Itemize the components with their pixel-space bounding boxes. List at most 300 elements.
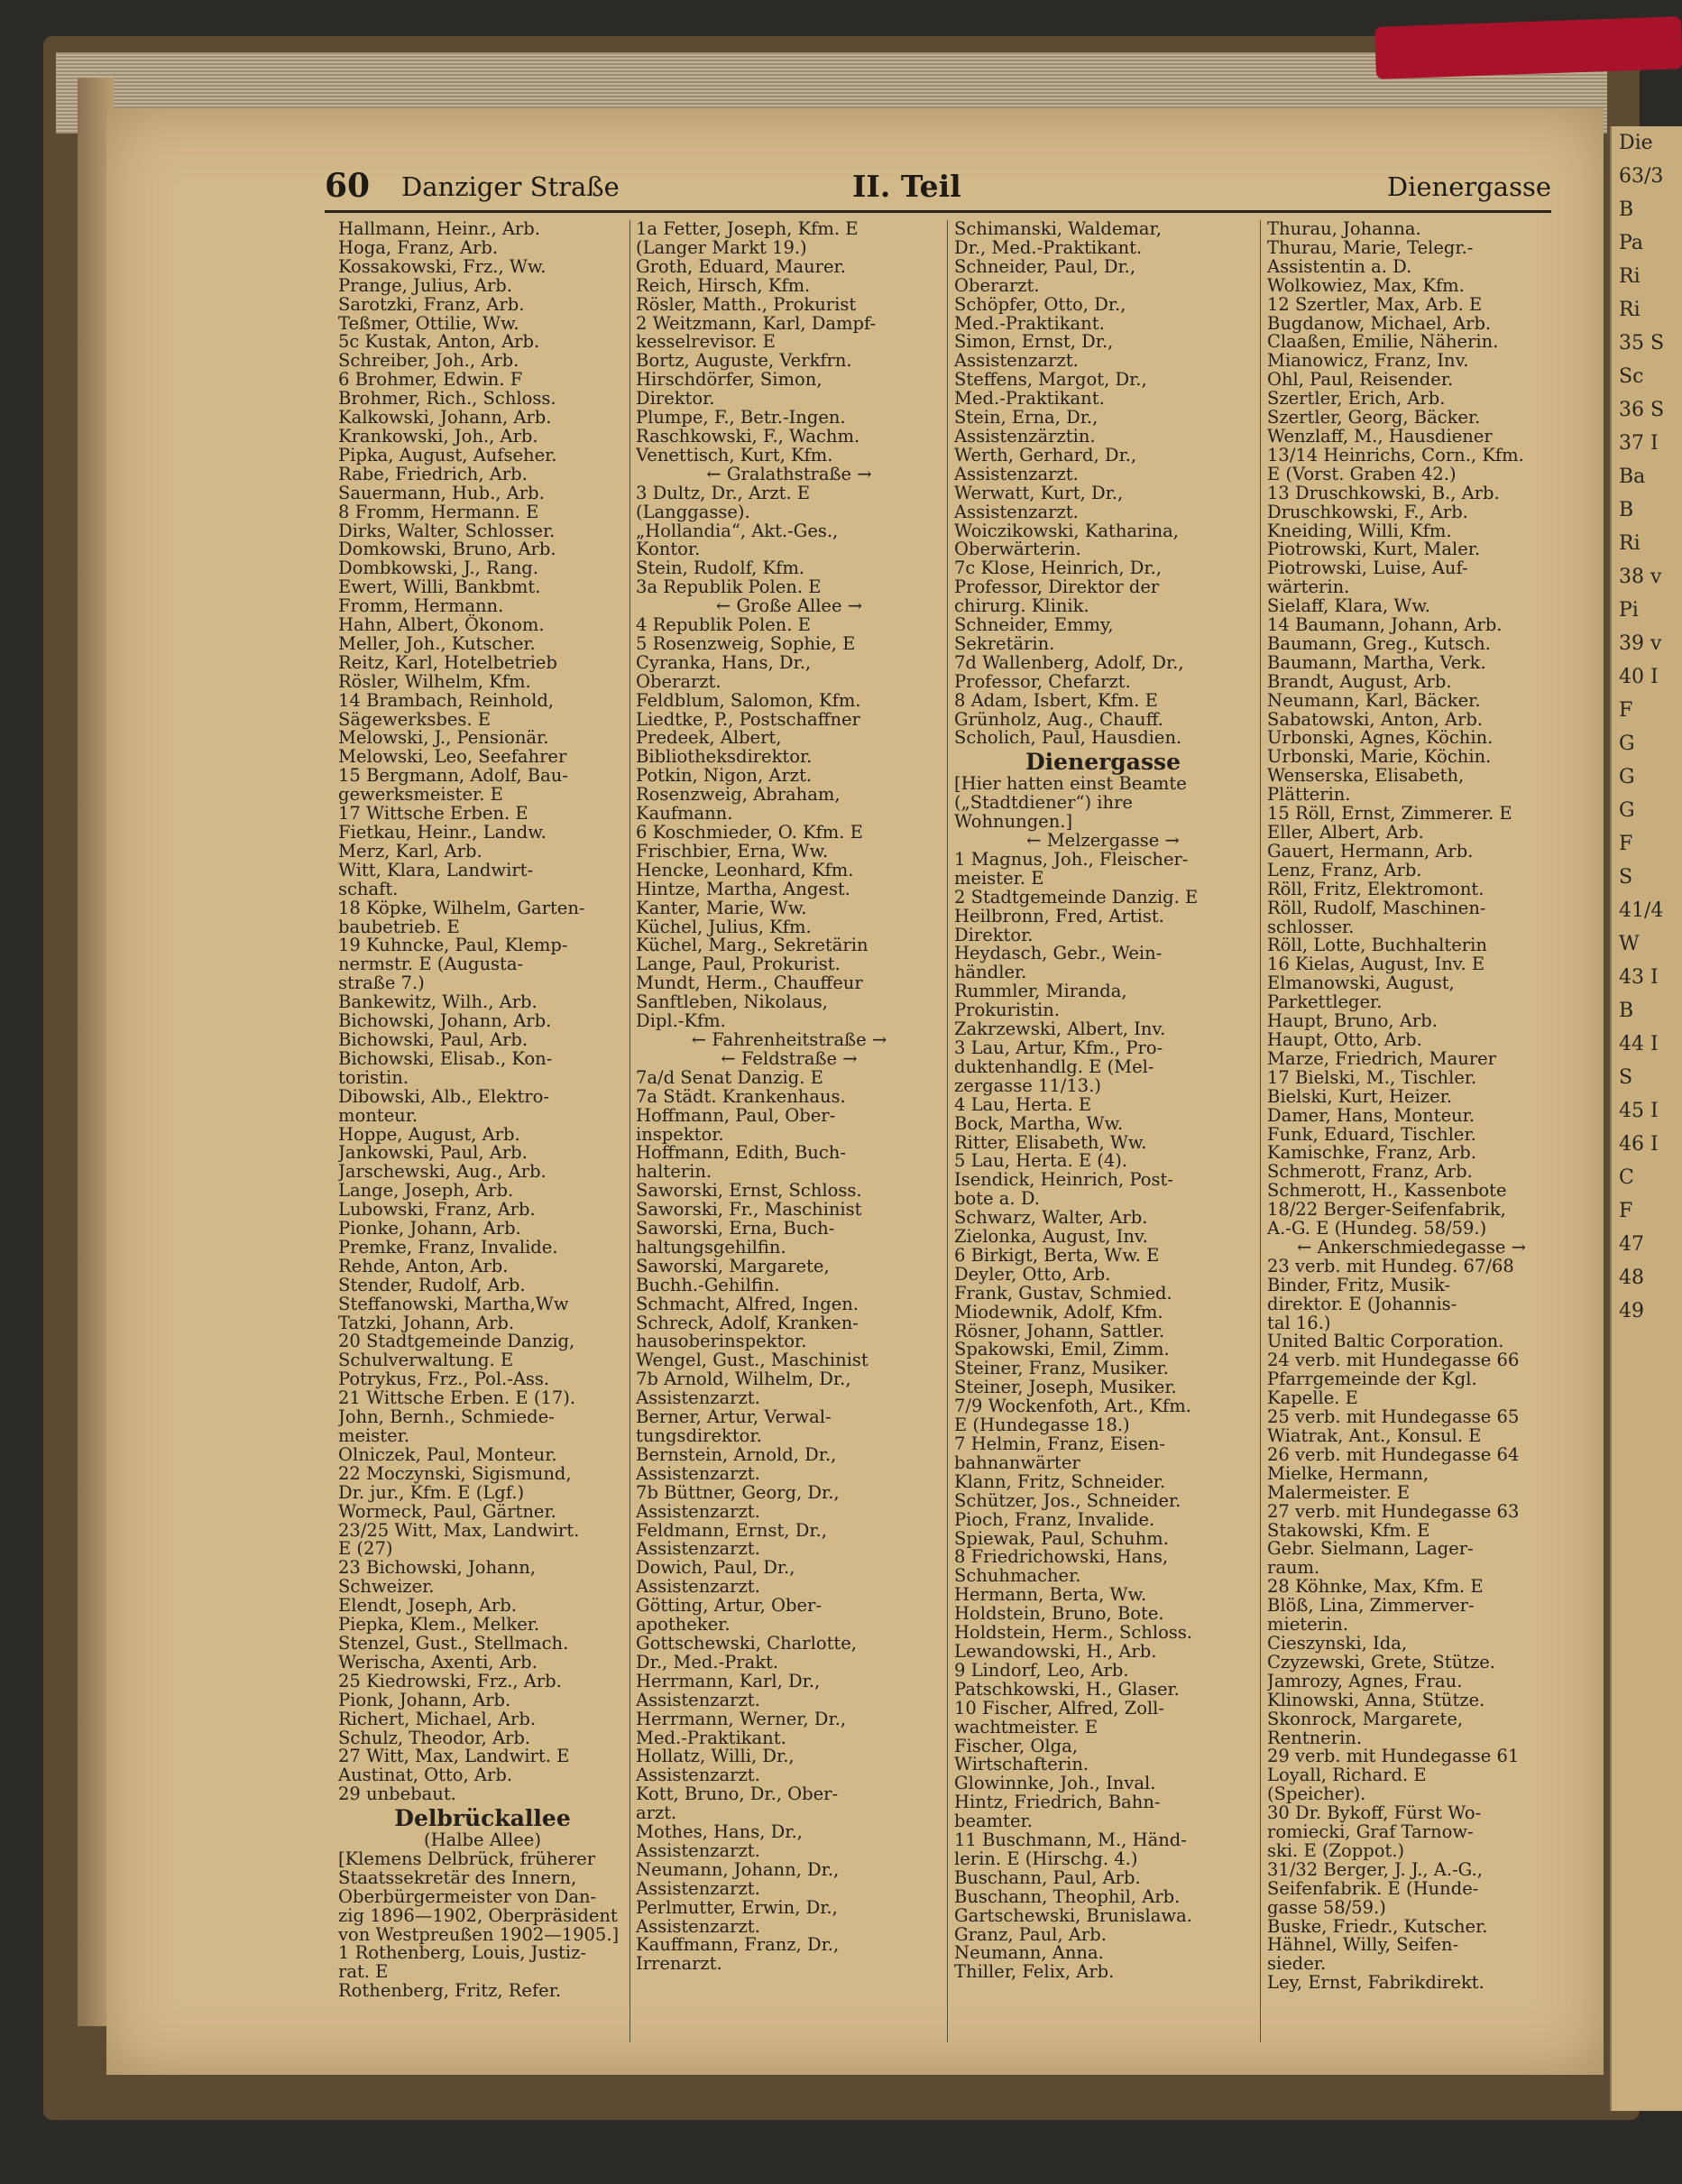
resident-entry: Pionk, Johann, Arb. bbox=[338, 1689, 511, 1710]
resident-entry: 7a/d Senat Danzig. E bbox=[636, 1066, 823, 1088]
cross-street bbox=[636, 1047, 942, 1069]
next-page-fragment bbox=[1610, 126, 1682, 2111]
resident-entry: Hintz, Friedrich, Bahn- bbox=[954, 1792, 1161, 1813]
header-left-title: Danziger Straße bbox=[401, 171, 620, 202]
resident-entry: Stenzel, Gust., Stellmach. bbox=[338, 1632, 569, 1654]
resident-entry: Dombkowski, J., Rang. bbox=[338, 558, 538, 579]
resident-entry: Assistenzarzt. bbox=[636, 1915, 760, 1937]
resident-entry: Stein, Rudolf, Kfm. bbox=[636, 558, 805, 579]
resident-entry: Jamrozy, Agnes, Frau. bbox=[1267, 1670, 1463, 1691]
next-page-text: 47 bbox=[1619, 1233, 1644, 1256]
resident-entry: Austinat, Otto, Arb. bbox=[338, 1765, 513, 1786]
resident-entry: Domkowski, Bruno, Arb. bbox=[338, 539, 556, 560]
resident-entry: wachtmeister. E bbox=[954, 1716, 1098, 1737]
resident-entry: Küchel, Marg., Sekretärin bbox=[636, 935, 869, 956]
resident-entry: Rosenzweig, Abraham, bbox=[636, 784, 841, 806]
resident-entry: Assistenzarzt. bbox=[636, 1765, 760, 1786]
resident-entry: Sekretärin. bbox=[954, 632, 1055, 654]
resident-entry: Bielski, Kurt, Heizer. bbox=[1267, 1085, 1453, 1107]
resident-entry: Ewert, Willi, Bankbmt. bbox=[338, 576, 541, 598]
directory-column-1 bbox=[338, 220, 627, 2051]
resident-entry: Schützer, Jos., Schneider. bbox=[954, 1489, 1181, 1511]
resident-entry: händler. bbox=[954, 962, 1027, 983]
next-page-text: 49 bbox=[1619, 1300, 1644, 1322]
resident-entry: Hermann, Berta, Ww. bbox=[954, 1584, 1147, 1606]
resident-entry: Olniczek, Paul, Monteur. bbox=[338, 1443, 557, 1465]
resident-entry: 1a Fetter, Joseph, Kfm. E bbox=[636, 220, 859, 239]
page-number: 60 bbox=[325, 167, 371, 205]
next-page-text: Pa bbox=[1619, 232, 1643, 254]
resident-entry: 7/9 Wockenfoth, Art., Kfm. bbox=[954, 1396, 1191, 1417]
resident-entry: Dr. jur., Kfm. E (Lgf.) bbox=[338, 1481, 525, 1503]
resident-entry: 27 verb. mit Hundegasse 63 bbox=[1267, 1500, 1520, 1522]
resident-entry: Röll, Rudolf, Maschinen- bbox=[1267, 897, 1486, 918]
arrow-right-icon: → bbox=[841, 595, 863, 617]
resident-entry: Mielke, Hermann, bbox=[1267, 1462, 1429, 1484]
street-note: [Hier hatten einst Beamte bbox=[954, 773, 1187, 795]
resident-entry: Neumann, Karl, Bäcker. bbox=[1267, 689, 1481, 711]
resident-entry: Predeek, Albert, bbox=[636, 727, 782, 749]
resident-entry: Berner, Artur, Verwal- bbox=[636, 1406, 832, 1428]
resident-entry: Perlmutter, Erwin, Dr., bbox=[636, 1896, 838, 1918]
resident-entry: Deyler, Otto, Arb. bbox=[954, 1263, 1111, 1285]
resident-entry: Spiewak, Paul, Schuhm. bbox=[954, 1527, 1169, 1549]
resident-entry: Czyzewski, Grete, Stütze. bbox=[1267, 1651, 1495, 1673]
resident-entry: Wenzlaff, M., Hausdiener bbox=[1267, 425, 1493, 447]
resident-entry: Skonrock, Margarete, bbox=[1267, 1708, 1464, 1729]
resident-entry: Mundt, Herm., Chauffeur bbox=[636, 972, 863, 994]
arrow-left-icon: ← bbox=[715, 595, 737, 617]
resident-entry: Claaßen, Emilie, Näherin. bbox=[1267, 331, 1499, 353]
resident-entry: Kamischke, Franz, Arb. bbox=[1267, 1142, 1476, 1164]
resident-entry: Gauert, Hermann, Arb. bbox=[1267, 840, 1474, 862]
resident-entry: 2 Stadtgemeinde Danzig. E bbox=[954, 886, 1199, 908]
resident-entry: Neumann, Johann, Dr., bbox=[636, 1858, 840, 1880]
cross-street-name: Ankerschmiedegasse bbox=[1317, 1236, 1506, 1258]
next-page-text: 63/3 bbox=[1619, 165, 1664, 188]
resident-entry: nermstr. E (Augusta- bbox=[338, 954, 524, 975]
resident-entry: 5 Lau, Herta. E (4). bbox=[954, 1150, 1128, 1172]
resident-entry: Klann, Fritz, Schneider. bbox=[954, 1470, 1166, 1492]
arrow-right-icon: → bbox=[1505, 1236, 1526, 1258]
next-page-text: F bbox=[1619, 699, 1633, 722]
resident-entry: Lenz, Franz, Arb. bbox=[1267, 859, 1422, 880]
resident-entry: Patschkowski, H., Glaser. bbox=[954, 1678, 1180, 1700]
page-header bbox=[325, 167, 1551, 213]
resident-entry: Premke, Franz, Invalide. bbox=[338, 1236, 558, 1258]
resident-entry: Gartschewski, Brunislawa. bbox=[954, 1904, 1192, 1926]
resident-entry: toristin. bbox=[338, 1066, 409, 1088]
resident-entry: 7b Büttner, Georg, Dr., bbox=[636, 1481, 840, 1503]
arrow-left-icon: ← bbox=[721, 1047, 741, 1069]
resident-entry: Grünholz, Aug., Chauff. bbox=[954, 708, 1163, 730]
resident-entry: Fischer, Olga, bbox=[954, 1735, 1078, 1756]
resident-entry: Ohl, Paul, Reisender. bbox=[1267, 369, 1454, 391]
resident-entry: Potrykus, Frz., Pol.-Ass. bbox=[338, 1368, 550, 1390]
resident-entry: Loyall, Richard. E bbox=[1267, 1765, 1427, 1786]
street-heading: Delbrückallee bbox=[394, 1805, 571, 1832]
next-page-text: S bbox=[1619, 866, 1633, 889]
resident-entry: Haupt, Otto, Arb. bbox=[1267, 1028, 1422, 1050]
resident-entry: Piotrowski, Kurt, Maler. bbox=[1267, 539, 1481, 560]
resident-entry: 6 Birkigt, Berta, Ww. E bbox=[954, 1244, 1160, 1266]
resident-entry: Hintze, Martha, Angest. bbox=[636, 878, 850, 899]
resident-entry: monteur. bbox=[338, 1104, 418, 1126]
resident-entry: chirurg. Klinik. bbox=[954, 595, 1089, 617]
resident-entry: Saworski, Erna, Buch- bbox=[636, 1218, 835, 1239]
resident-entry: Groth, Eduard, Maurer. bbox=[636, 255, 846, 277]
resident-entry: ski. E (Zoppot.) bbox=[1267, 1839, 1405, 1861]
resident-entry: Röll, Lotte, Buchhalterin bbox=[1267, 935, 1487, 956]
bookmark-ribbon bbox=[1374, 16, 1682, 79]
resident-entry: 4 Republik Polen. E bbox=[636, 614, 811, 636]
resident-entry: Rösler, Matth., Prokurist bbox=[636, 293, 857, 315]
resident-entry: Assistentin a. D. bbox=[1267, 255, 1412, 277]
resident-entry: straße 7.) bbox=[338, 972, 425, 994]
resident-entry: meister. bbox=[338, 1425, 410, 1446]
resident-entry: Assistenzarzt. bbox=[636, 1387, 760, 1409]
resident-entry: Schulz, Theodor, Arb. bbox=[338, 1727, 531, 1748]
resident-entry: Steiner, Joseph, Musiker. bbox=[954, 1377, 1177, 1398]
resident-entry: Hoffmann, Edith, Buch- bbox=[636, 1142, 846, 1164]
street-note: Wohnungen.] bbox=[954, 811, 1073, 833]
resident-entry: Wenserska, Elisabeth, bbox=[1267, 765, 1465, 787]
resident-entry: Wiatrak, Ant., Konsul. E bbox=[1267, 1425, 1482, 1446]
resident-entry: Sanftleben, Nikolaus, bbox=[636, 991, 828, 1013]
resident-entry: Rummler, Miranda, bbox=[954, 981, 1127, 1002]
resident-entry: Holdstein, Herm., Schloss. bbox=[954, 1622, 1193, 1644]
resident-entry: gasse 58/59.) bbox=[1267, 1896, 1386, 1918]
resident-entry: Kott, Bruno, Dr., Ober- bbox=[636, 1783, 839, 1805]
resident-entry: Parkettleger. bbox=[1267, 991, 1383, 1013]
resident-entry: Schulverwaltung. E bbox=[338, 1350, 514, 1371]
resident-entry: Wengel, Gust., Maschinist bbox=[636, 1350, 869, 1371]
resident-entry: Assistenzarzt. bbox=[636, 1462, 760, 1484]
resident-entry: Cyranka, Hans, Dr., bbox=[636, 651, 812, 673]
resident-entry: Elmanowski, August, bbox=[1267, 972, 1455, 994]
resident-entry: 17 Bielski, M., Tischler. bbox=[1267, 1066, 1477, 1088]
resident-entry: Assistenzarzt. bbox=[954, 501, 1079, 522]
resident-entry: Witt, Klara, Landwirt- bbox=[338, 859, 534, 880]
resident-entry: Buschann, Paul, Arb. bbox=[954, 1866, 1141, 1888]
resident-entry: Assistenzarzt. bbox=[636, 1877, 760, 1899]
resident-entry: Pioch, Franz, Invalide. bbox=[954, 1508, 1155, 1530]
resident-entry: Dr., Med.-Praktikant. bbox=[954, 236, 1143, 258]
resident-entry: Hoffmann, Paul, Ober- bbox=[636, 1104, 836, 1126]
resident-entry: 23 verb. mit Hundeg. 67/68 bbox=[1267, 1255, 1514, 1276]
resident-entry: bote a. D. bbox=[954, 1188, 1040, 1210]
next-page-text: W bbox=[1619, 933, 1640, 955]
resident-entry: Schreiber, Joh., Arb. bbox=[338, 350, 519, 372]
resident-entry: Isendick, Heinrich, Post- bbox=[954, 1169, 1173, 1191]
resident-entry: 8 Adam, Isbert, Kfm. E bbox=[954, 689, 1158, 711]
resident-entry: 2 Weitzmann, Karl, Dampf- bbox=[636, 312, 877, 334]
resident-entry: Kalkowski, Johann, Arb. bbox=[338, 407, 552, 429]
resident-entry: Thurau, Johanna. bbox=[1267, 220, 1421, 239]
resident-entry: gewerksmeister. E bbox=[338, 784, 503, 806]
resident-entry: Heydasch, Gebr., Wein- bbox=[954, 943, 1163, 964]
resident-entry: lerin. E (Hirschg. 4.) bbox=[954, 1848, 1138, 1869]
next-page-text: B bbox=[1619, 1000, 1634, 1022]
resident-entry: Schimanski, Waldemar, bbox=[954, 220, 1162, 239]
street-note: [Klemens Delbrück, früherer bbox=[338, 1848, 596, 1869]
next-page-text: Pi bbox=[1619, 599, 1639, 622]
resident-entry: Götting, Artur, Ober- bbox=[636, 1595, 822, 1617]
resident-entry: Bortz, Auguste, Verkfrn. bbox=[636, 350, 852, 372]
resident-entry: Urbonski, Agnes, Köchin. bbox=[1267, 727, 1494, 749]
resident-entry: Fromm, Hermann. bbox=[338, 595, 504, 617]
street-note: Oberbürgermeister von Dan- bbox=[338, 1885, 597, 1907]
resident-entry: 6 Koschmieder, O. Kfm. E bbox=[636, 822, 863, 843]
resident-entry: 20 Stadtgemeinde Danzig, bbox=[338, 1331, 575, 1352]
cross-street bbox=[636, 465, 942, 484]
resident-entry: Stein, Erna, Dr., bbox=[954, 407, 1098, 429]
resident-entry: 28 Köhnke, Max, Kfm. E bbox=[1267, 1576, 1484, 1598]
resident-entry: Venettisch, Kurt, Kfm. bbox=[636, 444, 833, 465]
resident-entry: Oberarzt. bbox=[954, 274, 1040, 296]
resident-entry: Jarschewski, Aug., Arb. bbox=[338, 1161, 547, 1183]
resident-entry: Rehde, Anton, Arb. bbox=[338, 1255, 509, 1276]
resident-entry: Neumann, Anna. bbox=[954, 1942, 1104, 1964]
resident-entry: 31/32 Berger, J. J., A.-G., bbox=[1267, 1858, 1483, 1880]
resident-entry: A.-G. E (Hundeg. 58/59.) bbox=[1267, 1218, 1487, 1239]
resident-entry: Hallmann, Heinr., Arb. bbox=[338, 220, 540, 239]
resident-entry: Steiner, Franz, Musiker. bbox=[954, 1358, 1169, 1379]
street-note: („Stadtdiener“) ihre bbox=[954, 792, 1133, 814]
resident-entry: Professor, Chefarzt. bbox=[954, 670, 1131, 692]
resident-entry: 3 Dultz, Dr., Arzt. E bbox=[636, 482, 811, 503]
resident-entry: Rabe, Friedrich, Arb. bbox=[338, 463, 528, 484]
resident-entry: wärterin. bbox=[1267, 576, 1350, 598]
resident-entry: E (Hundegasse 18.) bbox=[954, 1415, 1130, 1436]
resident-entry: Werwatt, Kurt, Dr., bbox=[954, 482, 1124, 503]
resident-entry: arzt. bbox=[636, 1802, 677, 1824]
resident-entry: Meller, Joh., Kutscher. bbox=[338, 632, 536, 654]
resident-entry: Schöpfer, Otto, Dr., bbox=[954, 293, 1126, 315]
resident-entry: Kauffmann, Franz, Dr., bbox=[636, 1934, 840, 1956]
resident-entry: Merz, Karl, Arb. bbox=[338, 840, 483, 862]
resident-entry: Bichowski, Johann, Arb. bbox=[338, 1010, 552, 1032]
resident-entry: Binder, Fritz, Musik- bbox=[1267, 1274, 1451, 1295]
resident-entry: Woiczikowski, Katharina, bbox=[954, 520, 1179, 541]
resident-entry: tungsdirektor. bbox=[636, 1425, 762, 1446]
resident-entry: Brandt, August, Arb. bbox=[1267, 670, 1452, 692]
resident-entry: Bankewitz, Wilh., Arb. bbox=[338, 991, 538, 1013]
resident-entry: 17 Wittsche Erben. E bbox=[338, 803, 528, 825]
resident-entry: Granz, Paul, Arb. bbox=[954, 1923, 1107, 1945]
resident-entry: Plumpe, F., Betr.-Ingen. bbox=[636, 407, 846, 429]
resident-entry: Miodewnik, Adolf, Kfm. bbox=[954, 1301, 1163, 1322]
resident-entry: Hahn, Albert, Ökonom. bbox=[338, 614, 545, 636]
resident-entry: haltungsgehilfin. bbox=[636, 1236, 786, 1258]
arrow-left-icon: ← bbox=[1297, 1236, 1318, 1258]
resident-entry: Urbonski, Marie, Köchin. bbox=[1267, 746, 1492, 768]
resident-entry: Rösner, Johann, Sattler. bbox=[954, 1320, 1165, 1341]
next-page-text: G bbox=[1619, 766, 1635, 788]
resident-entry: Bichowski, Paul, Arb. bbox=[338, 1028, 528, 1050]
resident-entry: 24 verb. mit Hundegasse 66 bbox=[1267, 1350, 1520, 1371]
resident-entry: Steffens, Margot, Dr., bbox=[954, 369, 1147, 391]
next-page-text: Ba bbox=[1619, 465, 1646, 488]
street-note: von Westpreußen 1902—1905.] bbox=[338, 1923, 620, 1945]
cross-street-name: Melzergasse bbox=[1046, 830, 1160, 851]
next-page-text: 39 v bbox=[1619, 632, 1662, 655]
resident-entry: Hoga, Franz, Arb. bbox=[338, 236, 499, 258]
cross-street-name: Fahrenheitstraße bbox=[712, 1028, 867, 1050]
resident-entry: Lubowski, Franz, Arb. bbox=[338, 1199, 536, 1221]
directory-column-3 bbox=[954, 220, 1252, 2051]
street-note: zig 1896—1902, Oberpräsident bbox=[338, 1904, 618, 1926]
resident-entry: Kossakowski, Frz., Ww. bbox=[338, 255, 547, 277]
resident-entry: Dipl.-Kfm. bbox=[636, 1010, 726, 1032]
next-page-text: Ri bbox=[1619, 532, 1641, 555]
next-page-text: Ri bbox=[1619, 265, 1641, 288]
resident-entry: 21 Wittsche Erben. E (17). bbox=[338, 1387, 576, 1409]
cross-street bbox=[636, 1028, 942, 1050]
resident-entry: Heilbronn, Fred, Artist. bbox=[954, 905, 1164, 926]
resident-entry: 25 verb. mit Hundegasse 65 bbox=[1267, 1406, 1520, 1428]
resident-entry: direktor. E (Johannis- bbox=[1267, 1293, 1457, 1314]
resident-entry: inspektor. bbox=[636, 1123, 724, 1145]
resident-entry: Zielonka, August, Inv. bbox=[954, 1226, 1148, 1248]
resident-entry: Prange, Julius, Arb. bbox=[338, 274, 512, 296]
resident-entry: kesselrevisor. E bbox=[636, 331, 776, 353]
resident-entry: (Langer Markt 19.) bbox=[636, 236, 807, 258]
resident-entry: bahnanwärter bbox=[954, 1451, 1080, 1473]
resident-entry: Lange, Paul, Prokurist. bbox=[636, 954, 841, 975]
resident-entry: Direktor. bbox=[636, 388, 715, 410]
resident-entry: Wolkowiez, Max, Kfm. bbox=[1267, 274, 1465, 296]
resident-entry: Irrenarzt. bbox=[636, 1953, 722, 1975]
resident-entry: Schmerott, H., Kassenbote bbox=[1267, 1180, 1507, 1202]
resident-entry: Buske, Friedr., Kutscher. bbox=[1267, 1915, 1488, 1937]
resident-entry: Saworski, Margarete, bbox=[636, 1255, 830, 1276]
resident-entry: Frischbier, Erna, Ww. bbox=[636, 840, 829, 862]
resident-entry: 18 Köpke, Wilhelm, Garten- bbox=[338, 897, 585, 918]
resident-entry: raum. bbox=[1267, 1557, 1320, 1579]
resident-entry: Wirtschafterin. bbox=[954, 1754, 1089, 1775]
column-divider bbox=[947, 220, 948, 2042]
resident-entry: Oberwärterin. bbox=[954, 539, 1081, 560]
street-heading: Dienergasse bbox=[1025, 749, 1181, 776]
resident-entry: United Baltic Corporation. bbox=[1267, 1331, 1504, 1352]
resident-entry: Stender, Rudolf, Arb. bbox=[338, 1274, 526, 1295]
resident-entry: Assistenzarzt. bbox=[636, 1538, 760, 1560]
resident-entry: Brohmer, Rich., Schloss. bbox=[338, 388, 556, 410]
resident-entry: 7 Helmin, Franz, Eisen- bbox=[954, 1433, 1165, 1454]
resident-entry: 23 Bichowski, Johann, bbox=[338, 1557, 537, 1579]
resident-entry: 16 Kielas, August, Inv. E bbox=[1267, 954, 1485, 975]
resident-entry: zergasse 11/13.) bbox=[954, 1074, 1101, 1096]
resident-entry: Rothenberg, Fritz, Refer. bbox=[338, 1980, 562, 2002]
resident-entry: Prokuristin. bbox=[954, 1000, 1060, 1021]
resident-entry: 27 Witt, Max, Landwirt. E bbox=[338, 1746, 570, 1767]
resident-entry: Reitz, Karl, Hotelbetrieb bbox=[338, 651, 557, 673]
street-subtitle: (Halbe Allee) bbox=[424, 1829, 541, 1851]
resident-entry: 11 Buschmann, M., Händ- bbox=[954, 1829, 1187, 1851]
resident-entry: Dirks, Walter, Schlosser. bbox=[338, 520, 556, 541]
resident-entry: Med.-Praktikant. bbox=[954, 312, 1105, 334]
resident-entry: Professor, Direktor der bbox=[954, 576, 1160, 598]
resident-entry: Gottschewski, Charlotte, bbox=[636, 1632, 857, 1654]
resident-entry: Mianowicz, Franz, Inv. bbox=[1267, 350, 1469, 372]
next-page-text: C bbox=[1619, 1166, 1634, 1189]
resident-entry: Sielaff, Klara, Ww. bbox=[1267, 595, 1430, 617]
resident-entry: Melowski, J., Pensionär. bbox=[338, 727, 549, 749]
resident-entry: Saworski, Fr., Maschinist bbox=[636, 1199, 862, 1221]
resident-entry: Saworski, Ernst, Schloss. bbox=[636, 1180, 862, 1202]
resident-entry: 7c Klose, Heinrich, Dr., bbox=[954, 558, 1163, 579]
resident-entry: Schreck, Adolf, Kranken- bbox=[636, 1312, 859, 1333]
resident-entry: 14 Brambach, Reinhold, bbox=[338, 689, 554, 711]
resident-entry: 3 Lau, Artur, Kfm., Pro- bbox=[954, 1037, 1163, 1058]
resident-entry: beamter. bbox=[954, 1811, 1033, 1832]
resident-entry: Bernstein, Arnold, Dr., bbox=[636, 1443, 837, 1465]
next-page-text: 36 S bbox=[1619, 399, 1665, 421]
resident-entry: Pipka, August, Aufseher. bbox=[338, 444, 557, 465]
resident-entry: 9 Lindorf, Leo, Arb. bbox=[954, 1659, 1129, 1681]
cross-street bbox=[636, 597, 942, 616]
resident-entry: Küchel, Julius, Kfm. bbox=[636, 916, 812, 937]
resident-entry: romiecki, Graf Tarnow- bbox=[1267, 1821, 1474, 1843]
resident-entry: Lewandowski, H., Arb. bbox=[954, 1640, 1157, 1662]
resident-entry: 8 Friedrichowski, Hans, bbox=[954, 1546, 1169, 1568]
resident-entry: Stakowski, Kfm. E bbox=[1267, 1519, 1430, 1541]
resident-entry: Kanter, Marie, Ww. bbox=[636, 897, 807, 918]
resident-entry: Baumann, Greg., Kutsch. bbox=[1267, 632, 1491, 654]
arrow-right-icon: → bbox=[837, 1047, 858, 1069]
resident-entry: Druschkowski, F., Arb. bbox=[1267, 501, 1468, 522]
resident-entry: Werth, Gerhard, Dr., bbox=[954, 444, 1137, 465]
next-page-text: 44 I bbox=[1619, 1033, 1659, 1055]
next-page-text: 46 I bbox=[1619, 1133, 1659, 1156]
resident-entry: Kapelle. E bbox=[1267, 1387, 1358, 1409]
resident-entry: Mothes, Hans, Dr., bbox=[636, 1821, 803, 1843]
resident-entry: Bugdanow, Michael, Arb. bbox=[1267, 312, 1492, 334]
resident-entry: 22 Moczynski, Sigismund, bbox=[338, 1462, 572, 1484]
resident-entry: (Langgasse). bbox=[636, 501, 750, 522]
resident-entry: Szertler, Georg, Bäcker. bbox=[1267, 407, 1481, 429]
resident-entry: Sabatowski, Anton, Arb. bbox=[1267, 708, 1484, 730]
resident-entry: Kneiding, Willi, Kfm. bbox=[1267, 520, 1452, 541]
resident-entry: Dibowski, Alb., Elektro- bbox=[338, 1085, 549, 1107]
cross-street-name: Feldstraße bbox=[740, 1047, 838, 1069]
resident-entry: Assistenzarzt. bbox=[636, 1576, 760, 1598]
resident-entry: Hoppe, August, Arb. bbox=[338, 1123, 520, 1145]
cross-street-name: Große Allee bbox=[736, 595, 842, 617]
resident-entry: Herrmann, Werner, Dr., bbox=[636, 1708, 847, 1729]
next-page-text: Sc bbox=[1619, 365, 1644, 388]
resident-entry: Buschann, Theophil, Arb. bbox=[954, 1885, 1181, 1907]
resident-entry: 5 Rosenzweig, Sophie, E bbox=[636, 632, 856, 654]
resident-entry: John, Bernh., Schmiede- bbox=[338, 1406, 555, 1428]
column-divider bbox=[1260, 220, 1261, 2042]
resident-entry: 30 Dr. Bykoff, Fürst Wo- bbox=[1267, 1802, 1482, 1824]
resident-entry: 5c Kustak, Anton, Arb. bbox=[338, 331, 540, 353]
resident-entry: Oberarzt. bbox=[636, 670, 722, 692]
resident-entry: schaft. bbox=[338, 878, 399, 899]
resident-entry: Med.-Praktikant. bbox=[954, 388, 1105, 410]
resident-entry: 25 Kiedrowski, Frz., Arb. bbox=[338, 1670, 562, 1691]
resident-entry: Tatzki, Johann, Arb. bbox=[338, 1312, 515, 1333]
resident-entry: Piotrowski, Luise, Auf- bbox=[1267, 558, 1468, 579]
header-right-title: Dienergasse bbox=[1386, 171, 1551, 202]
resident-entry: Fietkau, Heinr., Landw. bbox=[338, 822, 547, 843]
resident-entry: Buchh.-Gehilfin. bbox=[636, 1274, 780, 1295]
resident-entry: Kaufmann. bbox=[636, 803, 733, 825]
resident-entry: Kontor. bbox=[636, 539, 701, 560]
resident-entry: Marze, Friedrich, Maurer bbox=[1267, 1047, 1497, 1069]
